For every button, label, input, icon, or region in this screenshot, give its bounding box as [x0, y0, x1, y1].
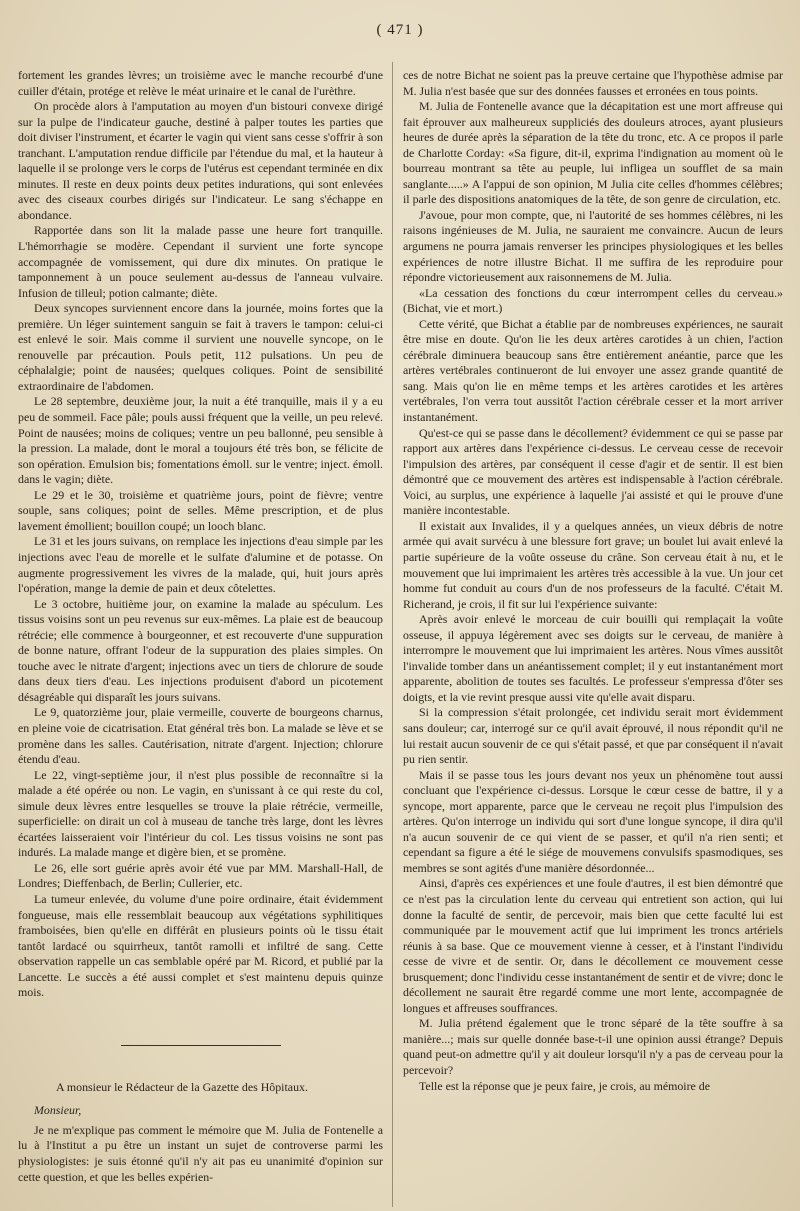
left-paragraph: Le 31 et les jours suivans, on remplace les injections d'eau simple par les injections avec l'eau de morelle et le sulfate d'alumine et de potasse. On augmente progressivement les vivres de la malade, qui, huit jours après l'opération, mange la demie de pain et deux côtelettes. [18, 534, 383, 596]
right-paragraph: Qu'est-ce qui se passe dans le décollement? évidemment ce qui se passe par rapport aux artères dans l'expérience ci-dessus. Le cerveau cesse de recevoir l'impulsion des artères, par conséquent il cesse d'agir et de sentir. Il est bien démontré que ce mouvement des artères est indispensable à l'action cérébrale. Voici, au surplus, une expérience à laquelle j'ai assisté et qui le prouve d'une manière incontestable. [403, 425, 783, 518]
section-rule [121, 1045, 281, 1046]
right-paragraph: Mais il se passe tous les jours devant nos yeux un phénomène tout aussi concluant que l'expérience ci-dessus. Lorsque le cœur cesse de battre, il y a syncope, mort apparente, parce que le cerveau ne reçoit plus l'impulsion des artères. Qu'on interroge un individu qui sort d'une longue syncope, il dira qu'il n'a aucun souvenir de ce qui vient de se passer, et qu'il n'a rien senti; et cependant sa figure a été le siége de mouvemens convulsifs spasmodiques, ses membres se sont agités d'une manière désordonnée... [403, 767, 783, 875]
left-paragraph: Le 26, elle sort guérie après avoir été vue par MM. Marshall-Hall, de Londres; Dieffenbach, de Berlin; Cullerier, etc. [18, 860, 383, 891]
right-paragraph: Telle est la réponse que je peux faire, je crois, au mémoire de [419, 1078, 711, 1093]
right-paragraph: Cette vérité, que Bichat a établie par de nombreuses expériences, ne saurait être mise en doute. Qu'on lie les deux artères carotides à un chien, l'action cérébrale diminuera beaucoup sans être entièrement anéantie, parce que les artères vertébrales continueront de lui envoyer une assez grande quantité de sang. Mais qu'on lie en même temps et les artères carotides et les artères vertébrales, l'on verra tout aussitôt l'action cérébrale cesser et la mort arriver instantanément. [403, 316, 783, 425]
left-paragraph: Deux syncopes surviennent encore dans la journée, moins fortes que la première. Un léger suintement sanguin se fait à travers le tampon: celui-ci est enlevé le soir. Mais comme il survient une nouvelle syncope, on le renouvelle par précaution. Pouls petit, 112 pulsations. Un peu de céphalalgie; point de nausées; quelques coliques. Point de sensibilité extraordinaire de l'abdomen. [18, 301, 383, 393]
left-paragraph: Le 28 septembre, deuxième jour, la nuit a été tranquille, mais il y a eu peu de sommeil. Face pâle; pouls aussi fréquent que la veille, un peu relevé. Point de nausées; moins de coliques; ventre un peu ballonné, peu sensible à la pression. La malade, dont le moral a toujours été très bon, se félicite de son opération. Emulsion bis; fomentations émoll. sur le ventre; inject. émoll. dans le vagin; diète. [18, 394, 383, 487]
left-paragraph: Le 9, quatorzième jour, plaie vermeille, couverte de bourgeons charnus, en pleine voie de cicatrisation. Etat général très bon. La malade se lève et se promène dans les salles. Cautérisation, nitrate d'argent. Injection; chlorure étendu d'eau. [18, 705, 383, 767]
left-paragraph: La tumeur enlevée, du volume d'une poire ordinaire, était évidemment fongueuse, mais elle ressemblait beaucoup aux végétations syphilitiques framboisées, bien qu'elle en différât en plusieurs points où le tissu était tantôt lardacé ou squirrheux, tantôt ramolli et infiltré de sang. Cette observation rappelle un cas semblable opéré par M. Ricord, et publié par la Lancette. Le succès a été aussi complet et s'est maintenu depuis quinze mois. [18, 891, 383, 1000]
left-column [18, 68, 383, 1208]
right-paragraph: Ainsi, d'après ces expériences et une foule d'autres, il est bien démontré que ce n'est pas la circulation lente du cerveau qui entretient son action, qui lui donne la faculté de sentir, de percevoir, mais bien que cette faculté lui est communiquée par le mouvement actif que lui impriment les troncs artériels réunis à sa base. Que ce mouvement vienne à cesser, et à l'instant l'individu cesse de vivre et de sentir. Or, dans le décollement ce mouvement cesse brusquement; donc l'individu cesse instantanément de sentir et de vivre; donc le décollement ne saurait être regardé comme une mort lente, accompagnée de longues et affreuses souffrances. [403, 876, 783, 1015]
right-paragraph: Il existait aux Invalides, il y a quelques années, un vieux débris de notre armée qui avait survécu à une blessure fort grave; un boulet lui avait enlevé la partie supérieure de la voûte osseuse du crâne. Son cerveau était à nu, et le mouvement que lui imprimaient les artères très accessible à la vue. Un jour cet homme fut conduit au cours d'un de nos professeurs de la faculté. C'était M. Richerand, je crois, il fit sur lui l'expérience suivante: [403, 518, 783, 611]
left-paragraph: On procède alors à l'amputation au moyen d'un bistouri convexe dirigé sur la pulpe de l'indicateur gauche, destiné à palper toutes les parties que doit diviser l'instrument, et écarter le vagin qui vient sans cesse s'offrir à son tranchant. L'amputation rendue difficile par l'étendue du mal, et la hauteur à laquelle il se prolonge vers le corps de l'utérus est cependant terminée en dix minutes. Il reste en deux points deux petites indurations, qui sont enlevées avec des ciseaux courbes dirigés sur l'indicateur. Le sang s'échappe en abondance. [18, 99, 383, 222]
column-divider [392, 62, 393, 1207]
left-paragraph: Le 22, vingt-septième jour, il n'est plus possible de reconnaître si la malade a été opérée ou non. Le vagin, en s'unissant à ce qui reste du col, simule deux lèvres entre lesquelles se trouve la plaie rétrécie, vermeille, superficielle: on dirait un col à museau de tanche très large, dont les lèvres écartées laisseraient voir l'intérieur du col. Les tissus voisins ne sont pas indurés. La malade mange et digère bien, et se promène. [18, 767, 383, 860]
right-paragraph: M. Julia prétend également que le tronc séparé de la tête souffre à sa manière...; mais sur quelle donnée base-t-il une opinion aussi étrange? Depuis quand peut-on admettre qu'il y ait douleur lorsqu'il n'y a pas de cerveau pour la percevoir? [403, 1016, 783, 1077]
right-paragraph: Après avoir enlevé le morceau de cuir bouilli qui remplaçait la voûte osseuse, il appuya légèrement avec ses doigts sur le cerveau, de manière à interrompre le mouvement que lui imprimaient les artères. Nous vîmes aussitôt l'invalide tomber dans un anéantissement complet; il y eut instantanément mort apparente, abolition de toutes ses facultés. Le professeur s'empressa d'ôter ses doigts, et la vie revint presque aussi vite qu'elle avait disparu. [403, 612, 783, 704]
right-paragraph: J'avoue, pour mon compte, que, ni l'autorité de ses hommes célèbres, ni les raisons ingénieuses de M. Julia, ne sauraient me convaincre. Aucun de leurs argumens ne pourra jamais renverser les principes physiologiques et les belles expériences de notre illustre Bichat. Il me suffira de les reproduire pour répondre victorieusement aux raisonnemens de M. Julia. [403, 207, 783, 285]
left-paragraph: fortement les grandes lèvres; un troisième avec le manche recourbé d'une cuiller d'étain, protége et relève le méat urinaire et le canal de l'urèthre. [18, 68, 383, 98]
letter-address: A monsieur le Rédacteur de la Gazette des Hôpitaux. [56, 1079, 308, 1094]
page-number: ( 471 ) [376, 22, 424, 38]
right-column [403, 68, 783, 1208]
right-paragraph: «La cessation des fonctions du cœur interrompent celles du cerveau.» (Bichat, vie et mort.) [403, 285, 783, 316]
right-paragraph: ces de notre Bichat ne soient pas la preuve certaine que l'hypothèse admise par M. Julia n'est basée que sur des données fausses et erronées en tous points. [403, 68, 783, 98]
left-paragraph: Le 3 octobre, huitième jour, on examine la malade au spéculum. Les tissus voisins sont un peu revenus sur eux-mêmes. La plaie est de beaucoup rétrécie; elle commence à bourgeonner, et est recouverte d'une suppuration de bonne nature, offrant l'odeur de la suppuration des plaies simples. On touche avec le nitrate d'argent; injections avec un tiers de chlorure de soude dans deux tiers d'eau. Les injections produisent d'abord un picotement désagréable qui disparaît les jours suivans. [18, 596, 383, 704]
right-paragraph: M. Julia de Fontenelle avance que la décapitation est une mort affreuse qui fait éprouver aux malheureux suppliciés des douleurs atroces, ayant plusieurs heures de durée après la séparation de la tête du tronc, etc. A ce propos il parle de Charlotte Corday: «Sa figure, dit-il, exprima l'indignation au moment où le bourreau montrant sa tête au peuple, lui infligea un soufflet de sa main sanglante.....» A l'appui de son opinion, M Julia cite celles d'hommes célèbres; il parle des dispositions anatomiques de la tête, de son genre de circulation, etc. [403, 99, 783, 207]
left-paragraph: Le 29 et le 30, troisième et quatrième jours, point de fièvre; ventre souple, sans coliques; point de selles. Même prescription, et de plus lavement émollient; bouillon coupé; un looch blanc. [18, 487, 383, 533]
right-paragraph: Si la compression s'était prolongée, cet individu serait mort évidemment sans douleur; car, interrogé sur ce qu'il avait éprouvé, il nous répondit qu'il ne lui restait aucun souvenir de ce qui s'était passé, et que par conséquent il n'avait pu rien sentir. [403, 705, 783, 767]
letter-body: Je ne m'explique pas comment le mémoire que M. Julia de Fontenelle a lu à l'Institut a pu être un instant un sujet de controverse parmi les physiologistes: je suis étonné qu'il n'y ait pas eu unanimité d'opinion sur cette question, et que les belles expérien- [18, 1122, 383, 1184]
letter-salutation: Monsieur, [34, 1103, 82, 1118]
left-paragraph: Rapportée dans son lit la malade passe une heure fort tranquille. L'hémorrhagie se modère. Cependant il survient une forte syncope accompagnée de vomissement, qui dure dix minutes. On pratique le tamponnement à un pouce seulement au-dessus de l'anneau vulvaire. Infusion de tilleul; potion calmante; diète. [18, 223, 383, 300]
